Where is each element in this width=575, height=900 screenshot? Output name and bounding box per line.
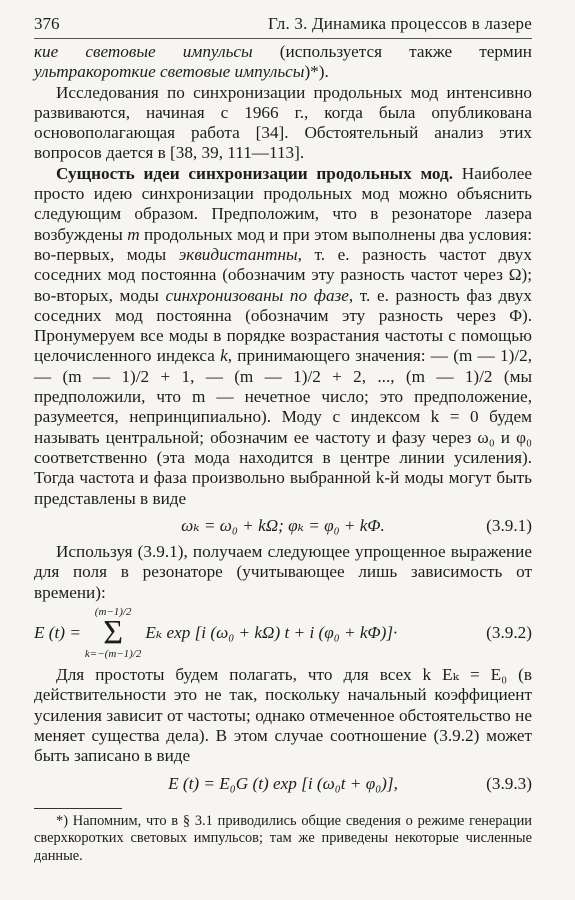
text-run: (используется также термин <box>252 42 532 61</box>
text-run: )*). <box>304 62 329 82</box>
sum-lower-limit: k=−(m−1)/2 <box>84 648 142 661</box>
paragraph-1 <box>34 42 532 83</box>
running-title: Гл. 3. Динамика процессов в лазере <box>268 14 532 33</box>
text-run: , т. е. разность частот двух соседних мод постоянна (обозначим эту разность частот через Ω); во-вторых, моды <box>34 244 532 305</box>
paragraph-2: Исследования по синхронизации продольных мод интенсивно развиваются, начиная с 1966 г., когда была опубликована основополагающая работа [34]. Обстоятельный анализ этих вопросов дается в [38, 39, 111—113]. <box>34 82 532 163</box>
sum-operator <box>85 606 141 660</box>
section-heading: Сущность идеи синхронизации продольных мод. <box>56 163 454 183</box>
paragraph-4: Используя (3.9.1), получаем следующее упрощенное выражение для поля в резонаторе (учитывающее лишь зависимость от времени): <box>34 542 532 602</box>
math-var: k <box>220 346 228 366</box>
footnote-rule <box>34 808 122 809</box>
text-run: , т. е. разность фаз двух соседних мод постоянна (обозначим эту разность через Φ). Пронумеруем все моды в порядке возрастания частоты с помощью целочисленного индекса <box>34 285 532 366</box>
text-run: продольных мод и при этом выполнены два условия: во-первых, моды <box>34 224 532 264</box>
italic-term: кие световые импульсы <box>34 42 253 61</box>
equation-lhs: E (t) = <box>34 622 81 642</box>
sigma-symbol: Σ <box>103 614 124 652</box>
text-run: , принимающего значения: — (m — 1)/2, — (m — 1)/2 + 1, — (m — 1)/2 + 2, ..., (m — 1)/2 (мы предположили, что m — нечетное число; это предположение, разумеется, непринципиально). Моду с индексом k = 0 будем называть центральной; обозначим ее частоту и фазу через ω₀ и φ₀ соответственно (эта мода находится в центре линии усиления). Тогда частота и фаза произвольно выбранной k-й моды могут быть представлены в виде <box>34 346 533 508</box>
equation-rhs: Eₖ exp [i (ω₀ + kΩ) t + i (φ₀ + kΦ)]· <box>145 622 398 642</box>
page-number: 376 <box>34 14 60 33</box>
equation-3-9-1 <box>34 516 532 536</box>
equation-3-9-2 <box>34 605 532 661</box>
footnote <box>34 813 532 866</box>
italic-term: эквидистантны <box>178 244 298 264</box>
equation-body: ωₖ = ω₀ + kΩ; φₖ = φ₀ + kΦ. <box>181 515 385 535</box>
paragraph-3 <box>34 164 532 509</box>
equation-3-9-3 <box>34 774 532 794</box>
book-page <box>34 14 532 865</box>
text-run: Наиболее просто идею синхронизации продольных мод можно объяснить следующим образом. Предположим, что в резонаторе лазера возбуждены <box>34 163 532 244</box>
italic-term: ультракороткие световые импульсы <box>34 62 305 82</box>
equation-number: (3.9.3) <box>486 773 532 793</box>
math-var: m <box>127 224 140 244</box>
italic-term: синхронизованы по фазе <box>165 285 349 305</box>
footnote-text: *) Напомним, что в § 3.1 приводились общие сведения о режиме генерации сверхкоротких световых импульсов; там же приведены некоторые численные данные. <box>34 812 532 864</box>
page-body <box>34 42 532 865</box>
equation-number: (3.9.2) <box>486 623 532 643</box>
equation-body: E (t) = E₀G (t) exp [i (ω₀t + φ₀)], <box>168 773 398 793</box>
page-header <box>34 14 532 39</box>
equation-number: (3.9.1) <box>486 515 532 535</box>
paragraph-5: Для простоты будем полагать, что для всех k Eₖ = E₀ (в действительности это не так, поскольку начальный коэффициент усиления зависит от частоты; однако отмеченное обстоятельство не меняет существа дела). В этом случае соотношение (3.9.2) может быть записано в виде <box>34 665 532 766</box>
sum-upper-limit: (m−1)/2 <box>94 606 132 619</box>
